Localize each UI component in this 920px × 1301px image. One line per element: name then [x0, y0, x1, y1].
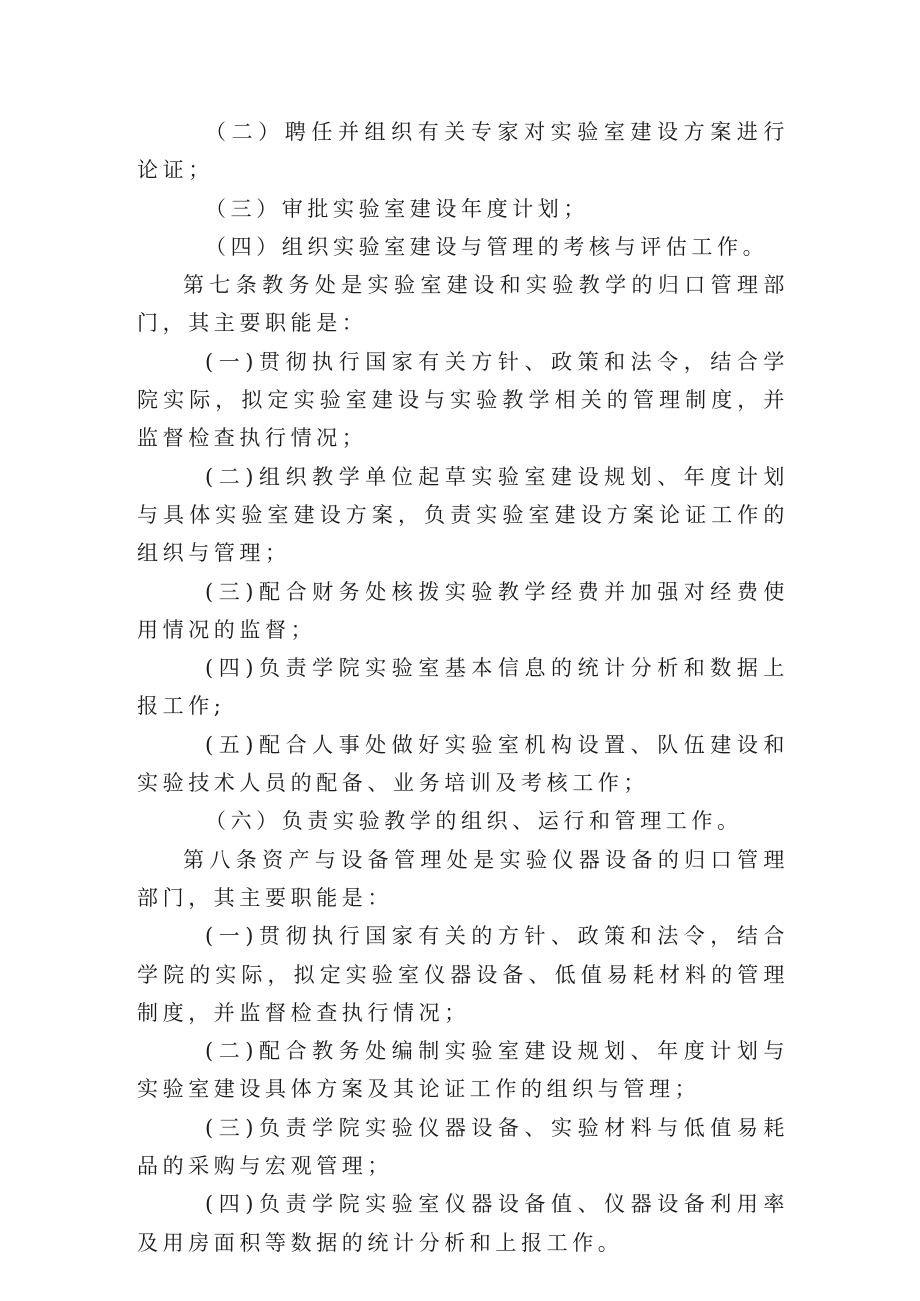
document-page [137, 113, 789, 1262]
article-7-item-4: (四)负责学院实验室基本信息的统计分析和数据上报工作; [137, 656, 789, 719]
item-4-assessment: （四）组织实验室建设与管理的考核与评估工作。 [205, 234, 769, 259]
article-7-item-1: (一)贯彻执行国家有关方针、政策和法令，结合学院实际，拟定实验室建设与实验教学相关的管理制度，并监督检查执行情况； [137, 349, 789, 451]
article-7-item-2: (二)组织教学单位起草实验室建设规划、年度计划与具体实验室建设方案，负责实验室建设方案论证工作的组织与管理； [137, 464, 789, 566]
article-8-heading: 第八条资产与设备管理处是实验仪器设备的归口管理部门，其主要职能是： [137, 847, 789, 910]
article-7-item-5: (五)配合人事处做好实验室机构设置、队伍建设和实验技术人员的配备、业务培训及考核工作； [137, 732, 789, 796]
article-8-item-4: (四)负责学院实验室仪器设备值、仪器设备利用率及用房面积等数据的统计分析和上报工作。 [137, 1192, 789, 1255]
article-7-item-6: （六）负责实验教学的组织、运行和管理工作。 [205, 809, 743, 834]
article-8-item-1: (一)贯彻执行国家有关的方针、政策和法令，结合学院的实际，拟定实验室仪器设备、低值易耗材料的管理制度，并监督检查执行情况； [137, 924, 789, 1025]
item-2-hire-experts: （二）聘任并组织有关专家对实验室建设方案进行论证； [137, 120, 789, 183]
item-3-approve-plan: （三）审批实验室建设年度计划； [205, 196, 589, 221]
article-8-item-2: (二)配合教务处编制实验室建设规划、年度计划与实验室建设具体方案及其论证工作的组织与管理； [137, 1039, 789, 1102]
article-8-item-3: (三)负责学院实验仪器设备、实验材料与低值易耗品的采购与宏观管理； [137, 1115, 789, 1179]
article-7-heading: 第七条教务处是实验室建设和实验教学的归口管理部门，其主要职能是： [137, 273, 789, 336]
article-7-item-3: (三)配合财务处核拨实验教学经费并加强对经费使用情况的监督； [137, 579, 789, 642]
